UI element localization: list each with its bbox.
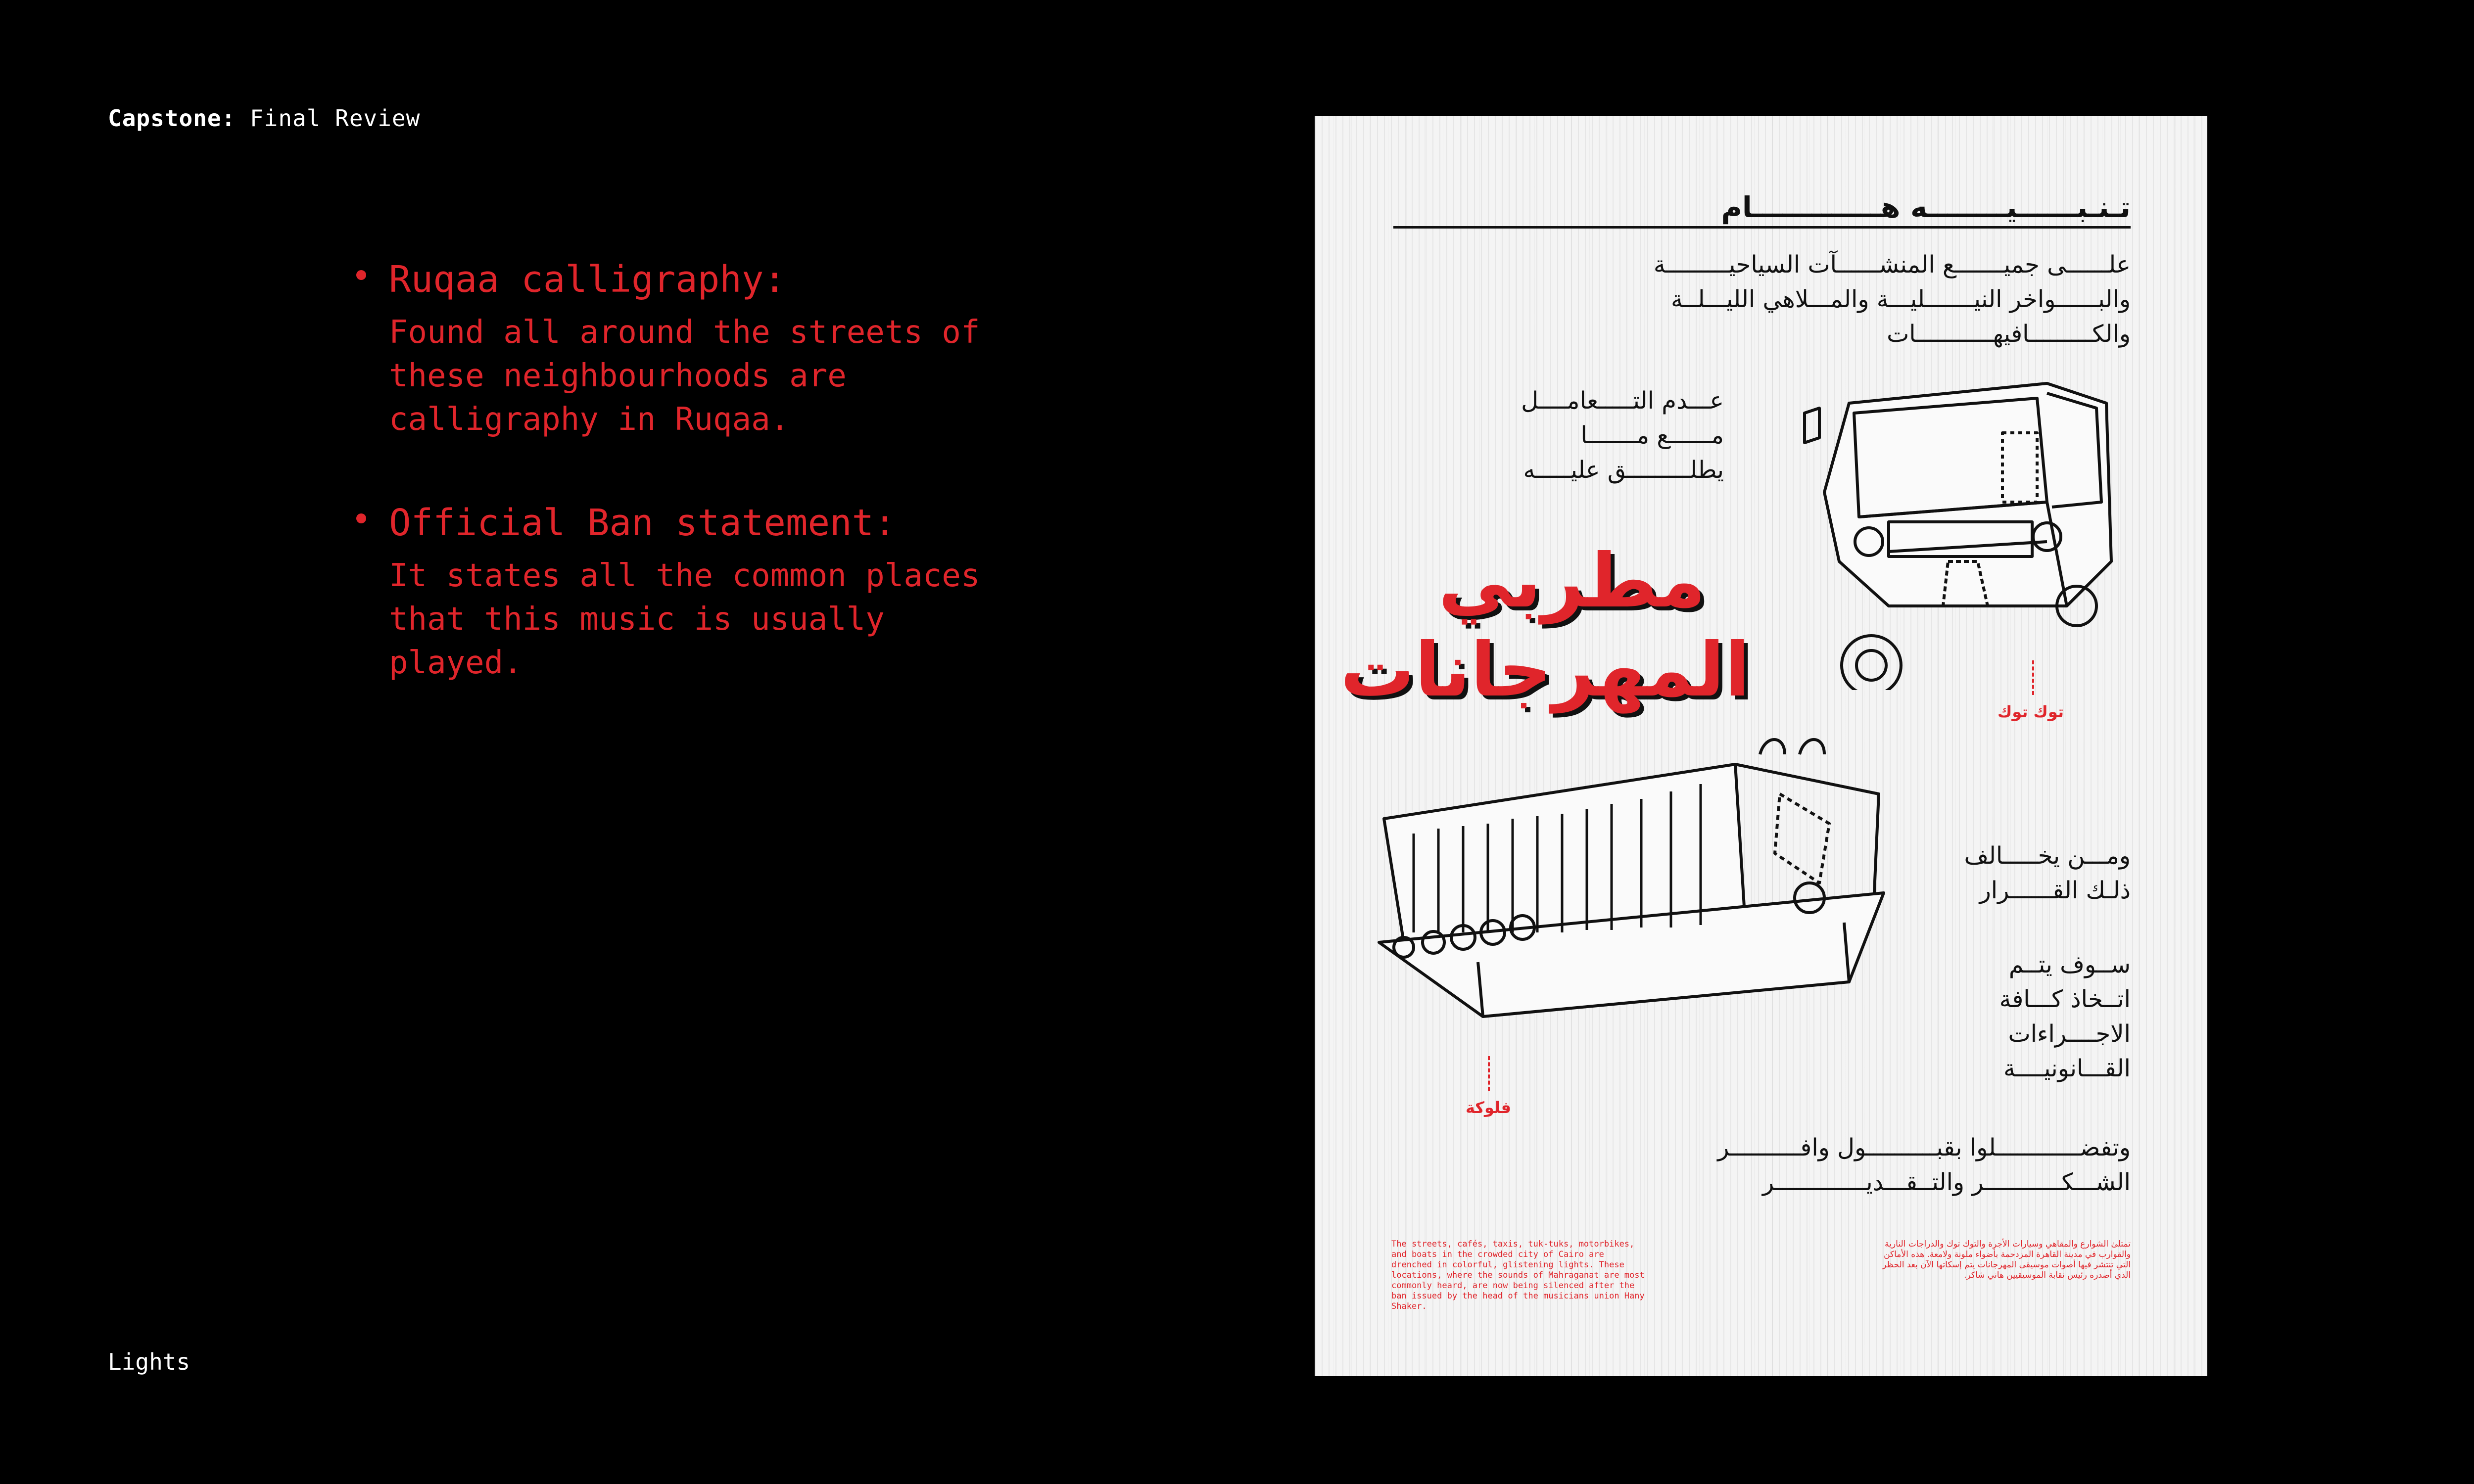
poster-footnote-en: The streets, cafés, taxis, tuk-tuks, motorbikes, and boats in the crowded city of Cairo are drenched in colorful, glistening lights. These locations, where the sounds of Mahraganat are most commonly heard, are now being silenced after the ban issued by the head of the musicians union Hany Shaker. xyxy=(1391,1239,1645,1311)
poster-block-1 xyxy=(1393,247,2131,351)
poster-line: اتــخاذ كـــافة xyxy=(1999,985,2131,1013)
slide-header xyxy=(108,105,420,132)
poster-line: القـــانونيــــة xyxy=(2003,1055,2131,1082)
label-tuktuk: توك توك xyxy=(1998,702,2064,721)
poster-line: الشـــكـــــــــــر والتــقـــديـــــــــــــر xyxy=(1762,1168,2131,1196)
poster-big-title xyxy=(1340,537,1750,715)
tuktuk-illustration xyxy=(1790,373,2156,690)
bullet-dot-icon xyxy=(356,513,366,523)
bullet-body: Found all around the streets of these neighbourhoods are calligraphy in Ruqaa. xyxy=(389,314,980,438)
poster-block-3 xyxy=(1903,838,2131,908)
poster-line: ومـــن يخـــــالف xyxy=(1964,842,2131,870)
big-title-line: المهرجانات xyxy=(1340,627,1750,713)
bullet-dot-icon xyxy=(356,270,366,280)
poster-line: والبــــــواخر النيـــــــليـــة والمـــلاهي الليـــلــة xyxy=(1670,285,2131,313)
poster-line: مــــــع مـــــــا xyxy=(1580,421,1724,449)
heading-underline xyxy=(1393,226,2131,229)
footer-label: Lights xyxy=(108,1348,190,1375)
poster-line: يطلـــــــــق عليـــــه xyxy=(1523,456,1724,484)
bullet-body: It states all the common places that this music is usually played. xyxy=(389,557,980,681)
big-title-line: مطربي xyxy=(1438,538,1706,624)
poster-block-4 xyxy=(1903,947,2131,1086)
header-subtitle: Final Review xyxy=(249,105,421,132)
felucca-pointer xyxy=(1488,1056,1490,1091)
poster-heading xyxy=(1393,190,2131,229)
bullet-item xyxy=(356,257,999,441)
poster-line: ســوف يتــم xyxy=(2008,951,2131,978)
poster-block-5 xyxy=(1393,1130,2131,1200)
poster-heading-text: تـنـبــــــيــــــــه هـــــــــــــام xyxy=(1721,190,2131,224)
bullet-title: Ruqaa calligraphy: xyxy=(389,258,786,301)
felucca-illustration xyxy=(1374,735,1908,1051)
bullet-list xyxy=(356,257,999,744)
poster-line: والكـــــــــافيهـــــــــــات xyxy=(1887,320,2131,348)
poster-line: الاجــــراءات xyxy=(2008,1020,2131,1048)
poster-line: وتفضــــــــــــلوا بقبــــــــــول وافــــــــــر xyxy=(1717,1134,2131,1161)
poster-line: عـــدم التـــــعامــــل xyxy=(1521,387,1724,415)
header-label: Capstone: xyxy=(108,105,236,132)
poster-image xyxy=(1315,116,2207,1376)
poster-footnote-ar: تمتلئ الشوارع والمقاهي وسيارات الأجرة والتوك توك والدراجات النارية والقوارب في مدينة القاهرة المزدحمة بأضواء ملونة ولامعة. هذه الأماكن التي تنتشر فيها أصوات موسيقى المهرجانات يتم إسكاتها الآن بعد الحظر الذي أصدره رئيس نقابة الموسيقيين هاني شاكر. xyxy=(1882,1239,2131,1280)
tuktuk-pointer xyxy=(2032,660,2034,695)
poster-line: ذلـك القــــــرار xyxy=(1979,877,2131,904)
poster-line: علــــــى جميـــــــع المنشــــــآت السياحيـــــــــة xyxy=(1653,251,2131,278)
label-felucca: فلوكة xyxy=(1466,1098,1512,1117)
bullet-title: Official Ban statement: xyxy=(389,502,896,544)
bullet-item xyxy=(356,501,999,685)
poster-block-2 xyxy=(1387,383,1724,487)
